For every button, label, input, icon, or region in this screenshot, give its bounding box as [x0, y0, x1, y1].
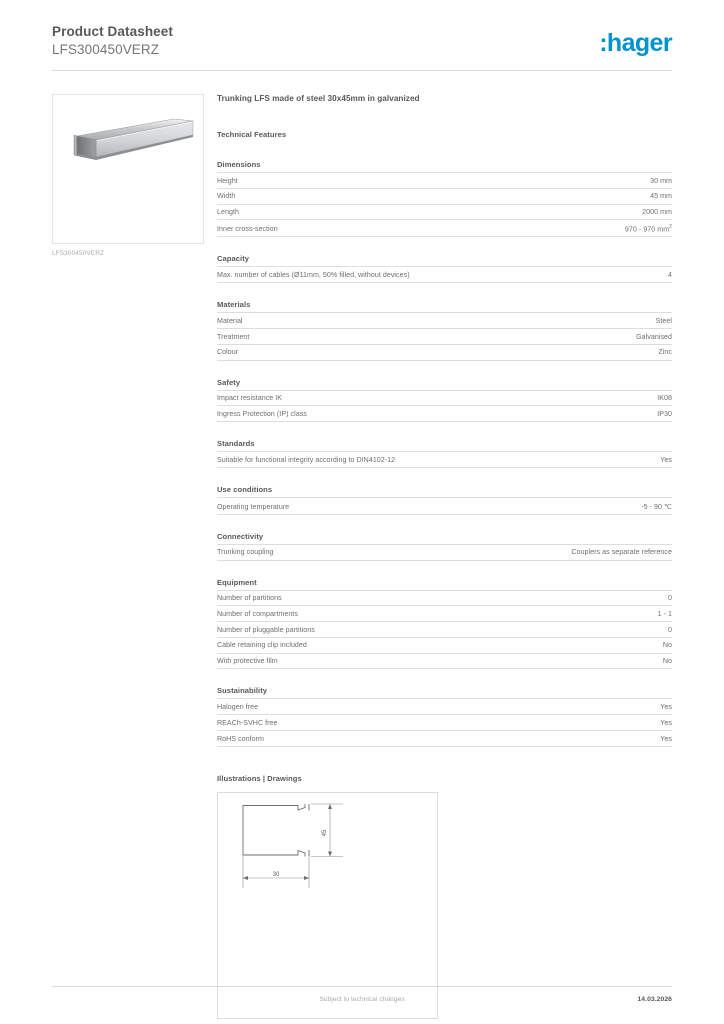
spec-value: Yes [660, 455, 672, 464]
spec-label: Trunking coupling [217, 548, 274, 557]
table-row [217, 313, 672, 329]
spec-group [217, 686, 672, 746]
table-row [217, 220, 672, 237]
table-row [217, 267, 672, 283]
table-row [217, 606, 672, 622]
spec-value: No [662, 657, 672, 666]
title-block [52, 24, 173, 58]
spec-group [217, 578, 672, 670]
spec-table [217, 390, 672, 423]
spec-group [217, 254, 672, 283]
spec-value: -5 - 90 ℃ [641, 502, 672, 511]
spec-label: Length [217, 208, 239, 217]
spec-value: IK08 [657, 394, 672, 403]
table-row [217, 204, 672, 220]
page-title: Product Datasheet [52, 24, 173, 39]
spec-label: Impact resistance IK [217, 394, 283, 403]
spec-table [217, 451, 672, 468]
main-content [217, 94, 672, 1019]
spec-label: Number of compartments [217, 609, 298, 618]
page-footer [52, 996, 672, 1010]
page-header [52, 24, 672, 76]
spec-group-title: Dimensions [217, 160, 261, 169]
spec-value [445, 220, 673, 237]
spec-group-title: Sustainability [217, 686, 268, 696]
table-row [217, 730, 672, 746]
illustrations-heading: Illustrations | Drawings [217, 773, 302, 783]
spec-table [217, 312, 672, 360]
spec-table [217, 497, 672, 515]
cross-section-drawing [218, 793, 437, 1018]
hager-logo: :hager [599, 29, 672, 57]
table-row [217, 653, 672, 669]
product-image-box [52, 94, 204, 244]
spec-group-title: Materials [217, 300, 251, 310]
spec-group [217, 160, 672, 237]
spec-group-title: Connectivity [217, 531, 264, 541]
trunking-product-image [53, 95, 203, 243]
footer-date: 14.03.2026 [637, 996, 672, 1003]
spec-label: With protective film [217, 657, 278, 666]
table-row [217, 715, 672, 731]
spec-label: Max. number of cables (Ø11mm, 50% filled, without devices) [217, 271, 410, 280]
product-headline: Trunking LFS made of steel 30x45mm in galvanized [217, 94, 420, 103]
spec-group [217, 300, 672, 360]
spec-value: 0 [668, 594, 672, 603]
table-row [217, 622, 672, 638]
spec-value: 45 mm [650, 192, 672, 201]
spec-group [217, 485, 672, 515]
spec-label: Width [217, 192, 236, 201]
spec-label: Material [217, 316, 243, 325]
spec-value: No [662, 641, 672, 650]
spec-label: Halogen free [217, 703, 259, 712]
table-row [217, 188, 672, 204]
footer-note: Subject to technical changes [319, 996, 405, 1003]
spec-value: IP30 [657, 409, 672, 418]
table-row [217, 590, 672, 606]
spec-label: Cable retaining clip included [217, 641, 307, 650]
footer-divider [52, 986, 672, 987]
spec-value: 30 mm [650, 176, 672, 185]
spec-label: Height [217, 176, 238, 185]
dimension-width-label: 30 [272, 871, 280, 878]
spec-value: Steel [655, 316, 672, 325]
table-row [217, 452, 672, 468]
table-row [217, 406, 672, 422]
spec-table [217, 698, 672, 746]
spec-table [217, 544, 672, 561]
spec-value: Yes [660, 734, 672, 743]
spec-value: Zinc [658, 348, 672, 357]
table-row [217, 329, 672, 345]
spec-label: Treatment [217, 332, 250, 341]
spec-value: 0 [668, 625, 672, 634]
spec-table [217, 172, 672, 237]
spec-value: Galvanised [636, 332, 672, 341]
product-reference: LFS300450VERZ [52, 42, 160, 57]
product-figure [52, 94, 204, 257]
dimension-height-label: 45 [322, 829, 328, 837]
spec-label: Ingress Protection (IP) class [217, 409, 307, 418]
spec-group-title: Standards [217, 439, 255, 449]
spec-label: Number of pluggable partitions [217, 625, 315, 634]
table-row [217, 544, 672, 560]
spec-label: Inner cross-section [217, 225, 278, 234]
spec-value-superscript: 2 [669, 223, 672, 230]
table-row [217, 390, 672, 406]
spec-group-title: Capacity [217, 254, 250, 264]
illustrations-section [217, 774, 672, 1019]
spec-group-title: Use conditions [217, 484, 273, 494]
spec-label: REACh-SVHC free [217, 718, 278, 727]
spec-value: Yes [660, 718, 672, 727]
spec-label: Number of partitions [217, 594, 282, 603]
spec-group-title: Equipment [217, 577, 257, 587]
spec-value-text: 970 - 970 mm [624, 225, 670, 234]
table-row [217, 344, 672, 360]
table-row [217, 497, 672, 514]
product-image-caption: LFS300450VERZ [52, 250, 105, 257]
table-row [217, 637, 672, 653]
spec-group-title: Safety [217, 377, 241, 387]
spec-group [217, 532, 672, 561]
spec-label: Suitable for functional integrity according to DIN4102-12 [217, 455, 396, 464]
spec-label: Colour [217, 348, 239, 357]
spec-value: 2000 mm [642, 208, 672, 217]
drawing-box [217, 792, 438, 1019]
spec-table [217, 266, 672, 283]
specification-groups [217, 160, 672, 747]
spec-group [217, 439, 672, 468]
spec-value: 1 - 1 [657, 609, 672, 618]
spec-value: Couplers as separate reference [571, 548, 672, 557]
spec-label: Operating temperature [217, 502, 290, 511]
spec-table [217, 590, 672, 670]
table-row [217, 699, 672, 715]
spec-value: 4 [668, 271, 672, 280]
technical-features-heading: Technical Features [217, 130, 287, 139]
table-row [217, 173, 672, 189]
spec-group [217, 378, 672, 423]
header-divider [52, 70, 672, 71]
spec-label: RoHS conform [217, 734, 264, 743]
spec-value: Yes [660, 703, 672, 712]
